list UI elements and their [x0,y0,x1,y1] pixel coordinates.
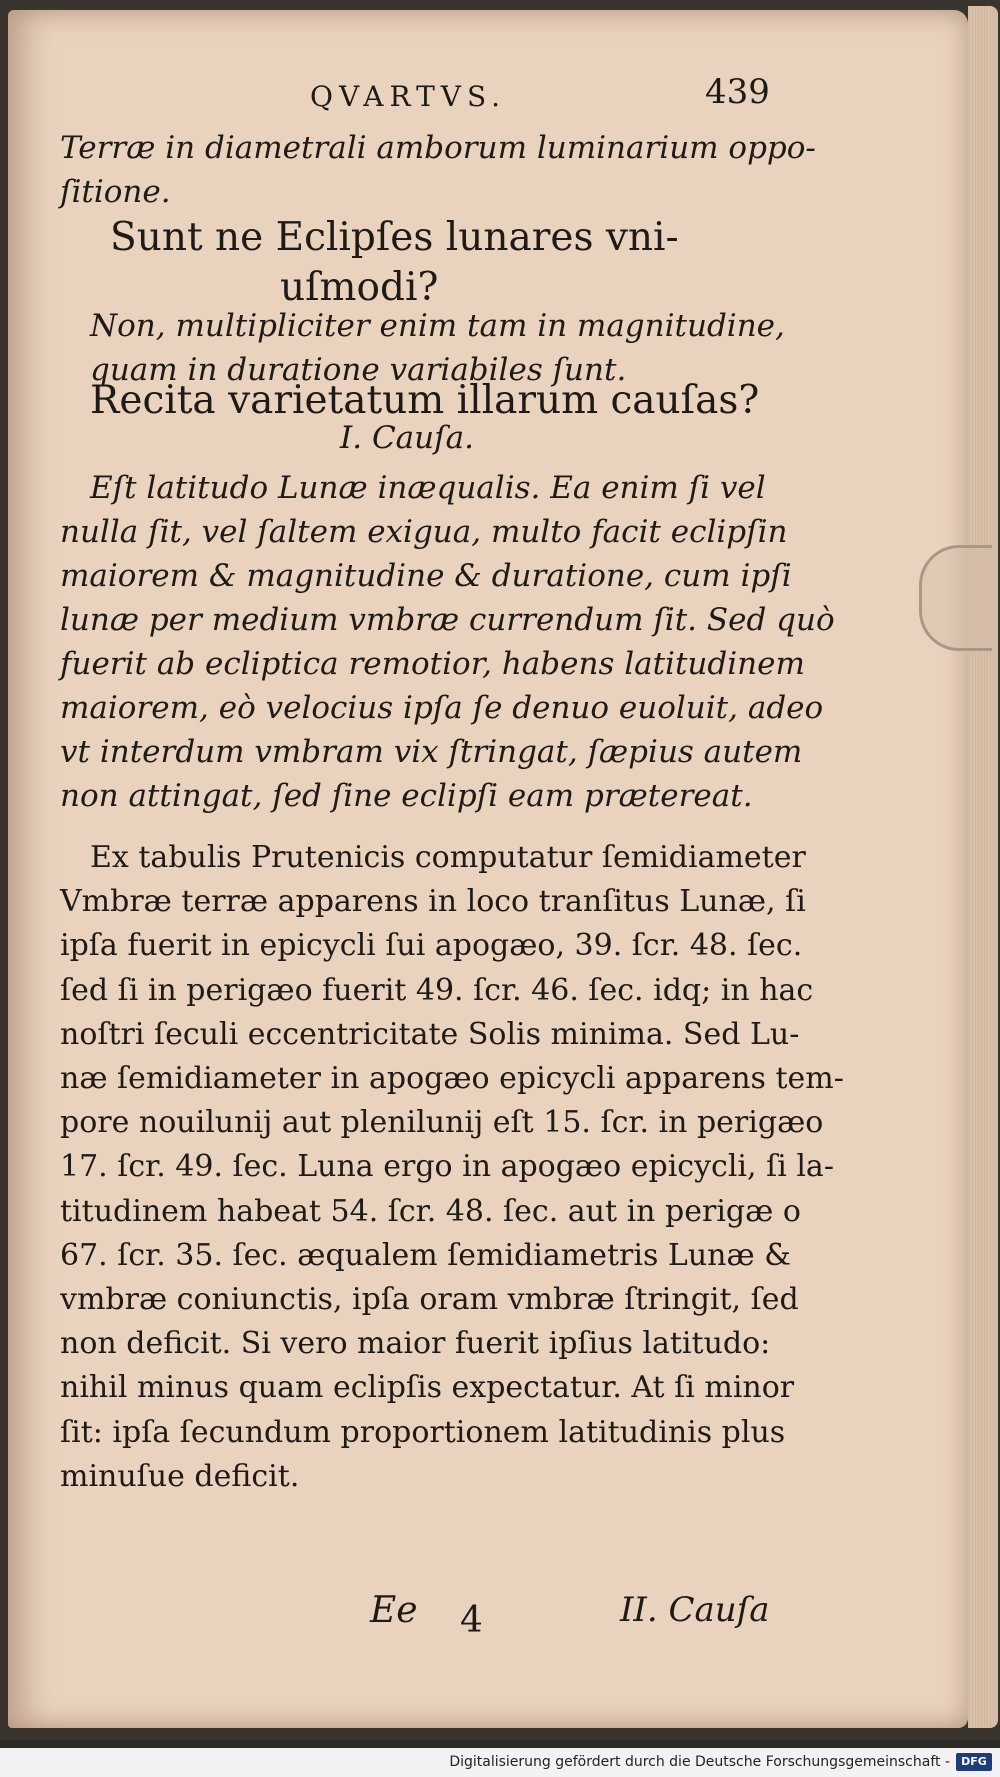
italic-text-line: quam in duratione variabiles ſunt. [90,352,627,388]
question-line: uſmodi? [280,265,439,310]
italic-text-line: I. Cauſa. [340,420,474,456]
dfg-logo-icon: DFG [956,1753,992,1771]
clasp-strap [919,545,992,651]
signature-mark: Ee [370,1590,418,1631]
question-line: Sunt ne Eclipſes lunares vni- [110,215,679,260]
italic-text-line: maiorem & magnitudine & duratione, cum ipſi [60,558,792,594]
italic-text-line: ſitione. [60,174,171,210]
body-text-line: pore nouilunij aut plenilunij eſt 15. ſcr. in perigæo [60,1105,824,1141]
funding-credit: Digitalisierung gefördert durch die Deutsche Forschungsgemeinschaft - [449,1754,950,1770]
italic-text-line: vt interdum vmbram vix ſtringat, ſæpius autem [60,734,803,770]
body-text-line: 67. ſcr. 35. ſec. æqualem ſemidiametris Lunæ & [60,1237,791,1273]
italic-text-line: lunæ per medium vmbræ currendum ſit. Sed quò [60,602,835,638]
italic-text-line: Eſt latitudo Lunæ inæqualis. Ea enim ſi vel [90,470,766,506]
running-title: QVARTVS. [310,80,507,113]
body-text-line: Vmbræ terræ apparens in loco tranſitus Lunæ, ſi [60,884,806,920]
body-text-line: ſit: ipſa ſecundum proportionem latitudinis plus [60,1414,786,1450]
body-text-line: næ ſemidiameter in apogæo epicycli apparens tem- [60,1061,844,1096]
body-text-line: nihil minus quam eclipſis expectatur. At ſi minor [60,1370,795,1406]
catchword: II. Cauſa [620,1590,770,1630]
italic-text-line: maiorem, eò velocius ipſa ſe denuo euoluit, adeo [60,690,824,726]
digitization-footer [0,1748,1000,1777]
body-text-line: noſtri ſeculi eccentricitate Solis minima. Sed Lu- [60,1016,800,1052]
page-number: 439 [705,72,770,112]
body-text-line: vmbræ coniunctis, ipſa oram vmbræ ſtringit, ſed [60,1282,799,1317]
body-text-line: ipſa fuerit in epicycli ſui apogæo, 39. ſcr. 48. ſec. [60,928,803,964]
italic-text-line: non attingat, ſed ſine eclipſi eam prætereat. [60,778,753,814]
body-text-line: Ex tabulis Prutenicis computatur ſemidiameter [90,840,806,875]
body-text-line: 17. ſcr. 49. ſec. Luna ergo in apogæo epicycli, ſi la- [60,1149,834,1185]
question-line: Recita varietatum illarum cauſas? [90,378,760,423]
body-text-line: non deficit. Si vero maior fuerit ipſius latitudo: [60,1326,771,1362]
italic-text-line: Non, multipliciter enim tam in magnitudine, [90,308,785,344]
body-text-line: ſed ſi in perigæo fuerit 49. ſcr. 46. ſec. idq; in hac [60,972,814,1008]
italic-text-line: nulla ſit, vel ſaltem exigua, multo facit eclipſin [60,514,788,550]
italic-text-line: Terræ in diametrali amborum luminarium oppo- [60,130,816,166]
body-text-line: minuſue deficit. [60,1458,300,1494]
italic-text-line: fuerit ab ecliptica remotior, habens latitudinem [60,646,805,682]
signature-number: 4 [460,1600,483,1641]
body-text-line: titudinem habeat 54. ſcr. 48. ſec. aut in perigæ o [60,1193,801,1229]
